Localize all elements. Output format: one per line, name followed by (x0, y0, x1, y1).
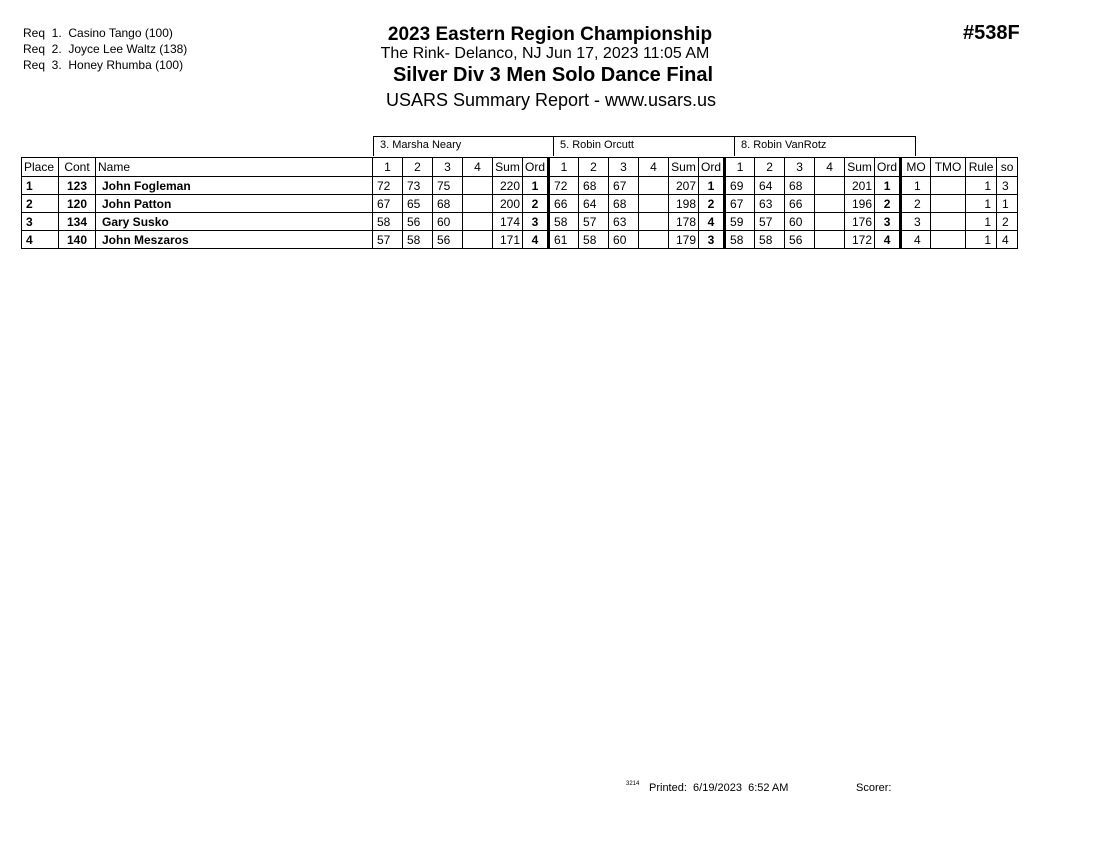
cell-score: 66 (549, 195, 579, 213)
cell-score: 68 (609, 195, 639, 213)
judge-header-3: 8. Robin VanRotz (734, 136, 916, 156)
cell-ord: 3 (875, 213, 901, 231)
cell-name: Gary Susko (96, 213, 373, 231)
cell-mo: 1 (901, 177, 931, 195)
cell-place: 3 (22, 213, 59, 231)
cell-score: 57 (373, 231, 403, 249)
col-j1-s4: 4 (463, 158, 493, 177)
cell-score: 58 (403, 231, 433, 249)
cell-score (815, 177, 845, 195)
cell-score: 75 (433, 177, 463, 195)
col-mo: MO (901, 158, 931, 177)
footer-code: 3214 (626, 781, 640, 787)
col-so: so (997, 158, 1018, 177)
judge-header-2: 5. Robin Orcutt (553, 136, 735, 156)
col-j1-s1: 1 (373, 158, 403, 177)
cell-sum: 200 (493, 195, 523, 213)
cell-score: 64 (579, 195, 609, 213)
cell-rule: 1 (966, 231, 997, 249)
col-j3-s4: 4 (815, 158, 845, 177)
col-j3-ord: Ord (875, 158, 901, 177)
col-j2-s3: 3 (609, 158, 639, 177)
cell-score (639, 213, 669, 231)
cell-score: 58 (549, 213, 579, 231)
cell-mo: 4 (901, 231, 931, 249)
cell-score: 68 (785, 177, 815, 195)
table-row (22, 231, 1018, 249)
cell-tmo (931, 195, 966, 213)
cell-ord: 4 (523, 231, 549, 249)
requirement-item: Req 2. Joyce Lee Waltz (138) (23, 42, 188, 56)
cell-score: 67 (725, 195, 755, 213)
table-row (22, 177, 1018, 195)
cell-score: 59 (725, 213, 755, 231)
cell-name: John Meszaros (96, 231, 373, 249)
cell-so: 1 (997, 195, 1018, 213)
judge-header-1: 3. Marsha Neary (373, 136, 554, 156)
cell-name: John Patton (96, 195, 373, 213)
cell-sum: 196 (845, 195, 875, 213)
requirements-list (23, 25, 187, 73)
cell-score (463, 177, 493, 195)
venue-date: The Rink- Delanco, NJ Jun 17, 2023 11:05 AM (380, 45, 710, 62)
cell-tmo (931, 213, 966, 231)
cell-sum: 179 (669, 231, 699, 249)
cell-cont: 123 (59, 177, 96, 195)
cell-place: 1 (22, 177, 59, 195)
cell-score: 58 (579, 231, 609, 249)
cell-rule: 1 (966, 195, 997, 213)
col-name: Name (96, 158, 373, 177)
requirement-item: Req 3. Honey Rhumba (100) (23, 58, 184, 72)
cell-score: 66 (785, 195, 815, 213)
cell-score: 60 (609, 231, 639, 249)
col-j1-ord: Ord (523, 158, 549, 177)
cell-place: 2 (22, 195, 59, 213)
table-header-row (22, 158, 1018, 177)
cell-ord: 3 (699, 231, 725, 249)
results-table (21, 157, 1018, 249)
cell-mo: 3 (901, 213, 931, 231)
cell-sum: 178 (669, 213, 699, 231)
cell-sum: 171 (493, 231, 523, 249)
event-name: Silver Div 3 Men Solo Dance Final (392, 64, 714, 86)
cell-so: 3 (997, 177, 1018, 195)
cell-place: 4 (22, 231, 59, 249)
cell-score (815, 213, 845, 231)
cell-score: 63 (609, 213, 639, 231)
col-rule: Rule (966, 158, 997, 177)
cell-score (463, 195, 493, 213)
col-j1-s2: 2 (403, 158, 433, 177)
cell-score: 63 (755, 195, 785, 213)
col-j2-ord: Ord (699, 158, 725, 177)
col-j3-s3: 3 (785, 158, 815, 177)
cell-rule: 1 (966, 213, 997, 231)
requirement-item: Req 1. Casino Tango (100) (23, 26, 173, 40)
scorer-label: Scorer: (856, 782, 892, 794)
cell-score (639, 177, 669, 195)
report-title: USARS Summary Report - www.usars.us (385, 90, 717, 110)
cell-score: 72 (373, 177, 403, 195)
cell-score: 58 (755, 231, 785, 249)
cell-score: 58 (373, 213, 403, 231)
col-place: Place (22, 158, 59, 177)
cell-score: 61 (549, 231, 579, 249)
cell-rule: 1 (966, 177, 997, 195)
cell-score: 69 (725, 177, 755, 195)
cell-name: John Fogleman (96, 177, 373, 195)
cell-mo: 2 (901, 195, 931, 213)
col-j1-sum: Sum (493, 158, 523, 177)
cell-ord: 2 (875, 195, 901, 213)
col-j2-sum: Sum (669, 158, 699, 177)
cell-score: 60 (433, 213, 463, 231)
col-j2-s2: 2 (579, 158, 609, 177)
cell-ord: 1 (699, 177, 725, 195)
cell-score: 68 (579, 177, 609, 195)
cell-cont: 140 (59, 231, 96, 249)
cell-score: 72 (549, 177, 579, 195)
cell-sum: 207 (669, 177, 699, 195)
table-row (22, 195, 1018, 213)
event-number: #538F (963, 22, 1020, 44)
col-cont: Cont (59, 158, 96, 177)
cell-score (463, 231, 493, 249)
cell-score: 58 (725, 231, 755, 249)
cell-tmo (931, 231, 966, 249)
col-j3-s2: 2 (755, 158, 785, 177)
cell-score: 56 (785, 231, 815, 249)
cell-score: 73 (403, 177, 433, 195)
cell-score: 56 (433, 231, 463, 249)
cell-cont: 134 (59, 213, 96, 231)
cell-score (463, 213, 493, 231)
cell-ord: 4 (875, 231, 901, 249)
cell-score (815, 195, 845, 213)
cell-tmo (931, 177, 966, 195)
cell-sum: 176 (845, 213, 875, 231)
col-j1-s3: 3 (433, 158, 463, 177)
cell-score: 64 (755, 177, 785, 195)
col-j3-s1: 1 (725, 158, 755, 177)
cell-ord: 3 (523, 213, 549, 231)
col-tmo: TMO (931, 158, 966, 177)
col-j2-s1: 1 (549, 158, 579, 177)
col-j2-s4: 4 (639, 158, 669, 177)
cell-ord: 2 (523, 195, 549, 213)
cell-score: 57 (755, 213, 785, 231)
cell-ord: 1 (875, 177, 901, 195)
cell-sum: 198 (669, 195, 699, 213)
cell-sum: 174 (493, 213, 523, 231)
championship-title: 2023 Eastern Region Championship (387, 24, 713, 45)
cell-cont: 120 (59, 195, 96, 213)
cell-score: 67 (609, 177, 639, 195)
cell-so: 4 (997, 231, 1018, 249)
table-row (22, 213, 1018, 231)
cell-ord: 4 (699, 213, 725, 231)
cell-sum: 172 (845, 231, 875, 249)
cell-score: 56 (403, 213, 433, 231)
cell-score: 68 (433, 195, 463, 213)
cell-so: 2 (997, 213, 1018, 231)
cell-score (815, 231, 845, 249)
cell-ord: 2 (699, 195, 725, 213)
cell-score (639, 195, 669, 213)
cell-ord: 1 (523, 177, 549, 195)
cell-score: 67 (373, 195, 403, 213)
cell-score: 57 (579, 213, 609, 231)
cell-sum: 201 (845, 177, 875, 195)
cell-sum: 220 (493, 177, 523, 195)
cell-score: 65 (403, 195, 433, 213)
col-j3-sum: Sum (845, 158, 875, 177)
printed-timestamp: Printed: 6/19/2023 6:52 AM (649, 782, 789, 794)
cell-score (639, 231, 669, 249)
cell-score: 60 (785, 213, 815, 231)
